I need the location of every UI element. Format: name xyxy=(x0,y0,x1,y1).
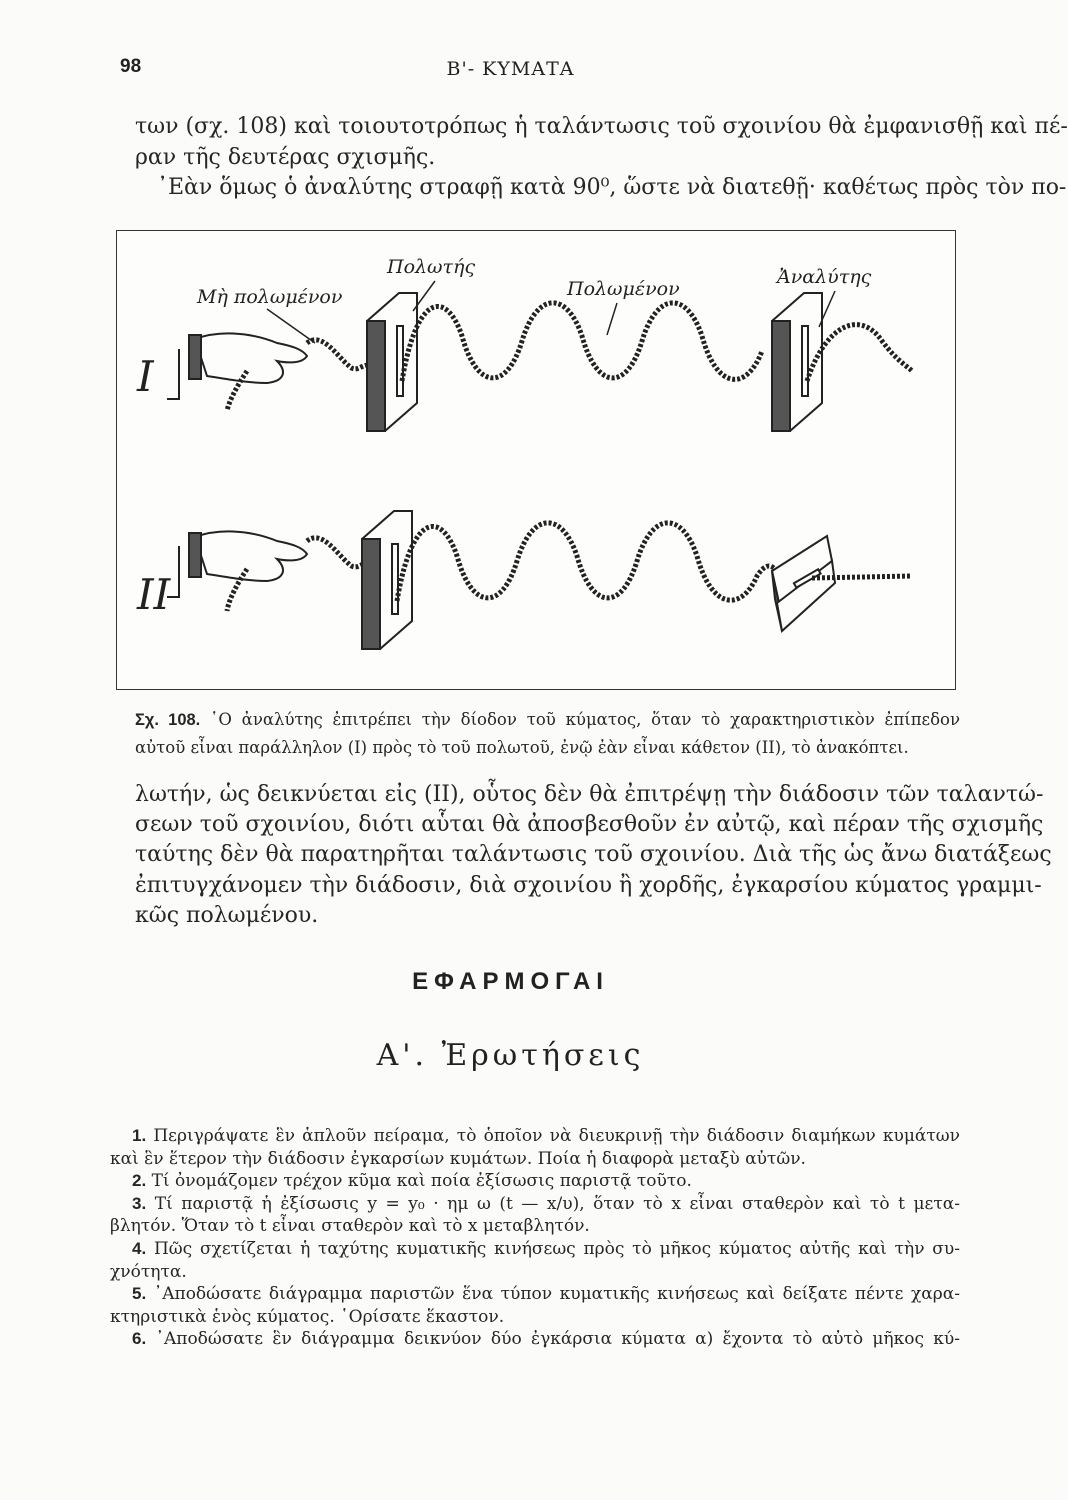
caption-text: ῾Ο ἀναλύτης ἐπιτρέπει τὴν δίοδον τοῦ κύματος, ὅταν τὸ χαρακτηριστικὸν ἐπίπεδον xyxy=(210,710,961,729)
text-line: κῶς πολωμένου. xyxy=(135,902,319,928)
caption-line: αὐτοῦ εἶναι παράλληλον (I) πρὸς τὸ τοῦ πολωτοῦ, ἐνῷ ἐὰν εἶναι κάθετον (II), τὸ ἀνακόπτει. xyxy=(135,738,909,757)
subsection-title: Α'. Ἐρωτήσεις xyxy=(376,1038,645,1073)
polarization-diagram xyxy=(117,231,957,691)
leader-line xyxy=(267,309,315,343)
question-text: Πῶς σχετίζεται ἡ ταχύτης κυματικῆς κινήσεως πρὸς τὸ μῆκος κύματος αὐτῆς καὶ τὴν συ- xyxy=(153,1238,960,1259)
roman-two: II xyxy=(137,570,171,619)
caption-line xyxy=(135,706,960,734)
text-line: σεων τοῦ σχοινίου, διότι αὗται θὰ ἀποσβεσθοῦν ἐν αὐτῷ, καὶ πέραν τῆς σχισμῆς xyxy=(135,812,1044,838)
question-line: κτηριστικὰ ἑνὸς κύματος. ῾Ορίσατε ἕκαστον. xyxy=(110,1306,505,1327)
question-line xyxy=(110,1328,960,1351)
section-title: ΕΦΑΡΜΟΓΑΙ xyxy=(412,968,609,995)
leader-line xyxy=(607,303,617,335)
question-number: 6. xyxy=(132,1329,147,1349)
question-line xyxy=(110,1283,960,1306)
paragraph-3 xyxy=(135,780,1052,931)
label-unpolarized: Μὴ πολωμένον xyxy=(197,286,343,308)
question-number: 2. xyxy=(132,1171,147,1191)
question-line xyxy=(110,1170,960,1193)
running-head: Β'- ΚΥΜΑΤΑ xyxy=(446,58,575,80)
hand-icon xyxy=(189,333,307,383)
question-text: Τί παριστᾷ ἡ ἐξίσωσις y = y₀ · ημ ω (t — x/υ), ὅταν τὸ x εἶναι σταθερὸν καὶ τὸ t μετα- xyxy=(154,1193,960,1214)
question-line xyxy=(110,1125,960,1148)
question-number: 5. xyxy=(132,1284,147,1304)
wave-polarized xyxy=(397,523,777,601)
text-line: ταύτης δὲν θὰ παρατηρῆται ταλάντωσις τοῦ σχοινίου. Διὰ τῆς ὡς ἄνω διατάξεως xyxy=(135,842,1052,868)
question-line xyxy=(110,1238,960,1261)
question-line: καὶ ἓν ἕτερον τὴν διάδοσιν ἐγκαρσίων κυμάτων. Ποία ἡ διαφορὰ μεταξὺ αὐτῶν. xyxy=(110,1148,806,1169)
caption-prefix: Σχ. 108. xyxy=(135,711,201,729)
label-polarized: Πολωμένον xyxy=(567,278,680,300)
question-number: 4. xyxy=(132,1238,147,1258)
text-line: των (σχ. 108) καὶ τοιουτοτρόπως ἡ ταλάντωσις τοῦ σχοινίου θὰ ἐμφανισθῇ καὶ πέ- xyxy=(135,114,1068,139)
roman-one: I xyxy=(137,352,154,401)
paragraph-1 xyxy=(135,112,1068,204)
polarizer-slit xyxy=(362,511,412,649)
page-number: 98 xyxy=(120,56,142,77)
question-number: 1. xyxy=(132,1126,147,1145)
question-text: Περιγράψατε ἓν ἁπλοῦν πείραμα, τὸ ὁποῖον νὰ διευκρινῇ τὴν διάδοσιν διαμήκων κυμάτων xyxy=(153,1126,961,1146)
rope-unpolarized xyxy=(307,340,375,371)
figure-caption xyxy=(135,706,960,761)
text-line: ᾿Εὰν ὅμως ὁ ἀναλύτης στραφῇ κατὰ 90⁰, ὥστε νὰ διατεθῇ· καθέτως πρὸς τὸν πο- xyxy=(157,175,1067,200)
hand-icon xyxy=(189,531,307,581)
rope-stopped xyxy=(812,576,912,578)
text-line: λωτήν, ὡς δεικνύεται εἰς (II), οὗτος δὲν θὰ ἐπιτρέψῃ τὴν διάδοσιν τῶν ταλαντώ- xyxy=(135,782,1044,807)
label-analyzer: Ἀναλύτης xyxy=(777,266,872,288)
label-polarizer: Πολωτής xyxy=(387,256,476,278)
text-line: ραν τῆς δευτέρας σχισμῆς. xyxy=(135,144,436,170)
polarizer-slit xyxy=(367,293,417,431)
figure-108 xyxy=(116,230,956,690)
question-text: Τί ὀνομάζομεν τρέχον κῦμα καὶ ποία ἐξίσωσις παριστᾷ τοῦτο. xyxy=(151,1171,692,1192)
question-text: ᾿Αποδώσατε ἓν διάγραμμα δεικνύον δύο ἐγκάρσια κύματα α) ἔχοντα τὸ αὐτὸ μῆκος κύ- xyxy=(155,1329,960,1350)
question-line xyxy=(110,1193,960,1216)
question-line: χνότητα. xyxy=(110,1261,187,1282)
question-number: 3. xyxy=(132,1193,147,1213)
question-line: βλητόν. Ὅταν τὸ t εἶναι σταθερὸν καὶ τὸ x μεταβλητόν. xyxy=(110,1216,590,1237)
text-line: ἐπιτυγχάνομεν τὴν διάδοσιν, διὰ σχοινίου ἢ χορδῆς, ἐγκαρσίου κύματος γραμμι- xyxy=(135,872,1042,898)
analyzer-rotated xyxy=(772,536,835,631)
questions-list xyxy=(110,1125,960,1351)
question-text: ᾿Αποδώσατε διάγραμμα παριστῶν ἕνα τύπον κυματικῆς κινήσεως καὶ δείξατε πέντε χαρα- xyxy=(153,1284,960,1305)
wave-polarized xyxy=(402,303,762,381)
cuff-bracket xyxy=(167,349,179,399)
